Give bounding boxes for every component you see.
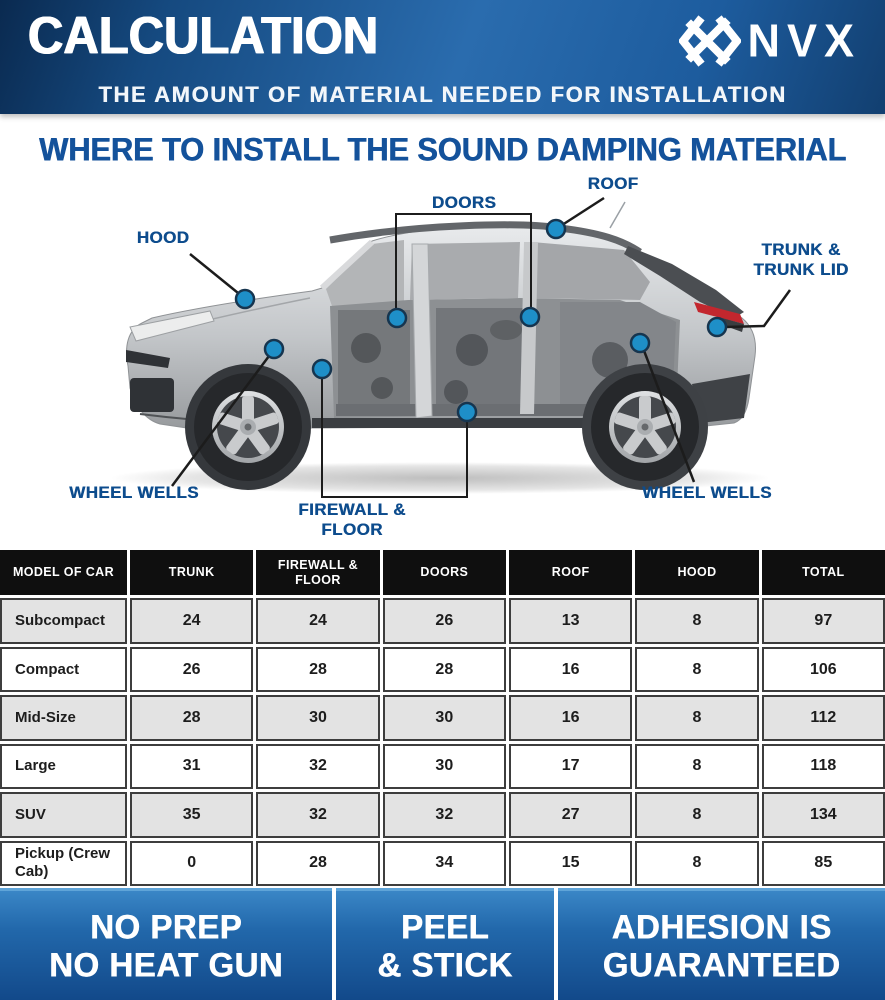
- front-wheel: [194, 373, 302, 481]
- table-row-model: Mid-Size: [0, 695, 127, 740]
- table-cell: 8: [635, 647, 758, 692]
- header-subtitle: THE AMOUNT OF MATERIAL NEEDED FOR INSTALLATION: [98, 82, 787, 107]
- callout-dot-trunk: [708, 318, 726, 336]
- callout-dot-front-wheel-well: [265, 340, 283, 358]
- b-pillar: [412, 244, 432, 418]
- car-diagram: [0, 160, 885, 550]
- table-cell: 35: [130, 792, 253, 837]
- callout-label-trunk: TRUNK & TRUNK LID: [753, 240, 849, 279]
- callout-label-doors: DOORS: [431, 193, 497, 212]
- table-cell: 26: [383, 598, 506, 643]
- table-cell: 112: [762, 695, 885, 740]
- table-cell: 8: [635, 598, 758, 643]
- table-row-model: Subcompact: [0, 598, 127, 643]
- table-cell: 30: [383, 744, 506, 789]
- table-cell: 34: [383, 841, 506, 886]
- callout-label-roof: ROOF: [587, 174, 639, 193]
- table-cell: 16: [509, 647, 632, 692]
- table-cell: 8: [635, 841, 758, 886]
- footer-panel-no-prep: NO PREP NO HEAT GUN: [0, 888, 332, 1000]
- table-cell: 30: [256, 695, 379, 740]
- table-cell: 16: [509, 695, 632, 740]
- table-cell: 15: [509, 841, 632, 886]
- table-header-doors: DOORS: [383, 550, 506, 595]
- material-table: [0, 550, 885, 886]
- callout-dot-roof: [547, 220, 565, 238]
- callout-label-firewall-floor: FIREWALL & FLOOR: [298, 500, 406, 539]
- table-header-total: TOTAL: [762, 550, 885, 595]
- footer-banner: [0, 888, 885, 1000]
- callout-dot-hood: [236, 290, 254, 308]
- table-cell: 118: [762, 744, 885, 789]
- callout-dot-rear-wheel-well: [631, 334, 649, 352]
- callout-dot-front-door: [388, 309, 406, 327]
- table-cell: 24: [256, 598, 379, 643]
- table-header-model: MODEL OF CAR: [0, 550, 127, 595]
- table-cell: 8: [635, 744, 758, 789]
- table-cell: 0: [130, 841, 253, 886]
- table-cell: 13: [509, 598, 632, 643]
- callout-label-wheel-wells-right: WHEEL WELLS: [642, 483, 772, 502]
- table-row-model: Large: [0, 744, 127, 789]
- table-row-model: Compact: [0, 647, 127, 692]
- table-cell: 17: [509, 744, 632, 789]
- nvx-logo-text: NVX: [747, 14, 861, 67]
- table-cell: 31: [130, 744, 253, 789]
- table-cell: 85: [762, 841, 885, 886]
- footer-panel-peel-stick: PEEL & STICK: [336, 888, 554, 1000]
- nvx-logo-mark-icon: [679, 15, 741, 67]
- callout-label-hood: HOOD: [136, 228, 190, 247]
- table-cell: 106: [762, 647, 885, 692]
- rear-wheel: [591, 373, 699, 481]
- table-cell: 97: [762, 598, 885, 643]
- callout-label-wheel-wells-left: WHEEL WELLS: [69, 483, 199, 502]
- table-row-model: Pickup (Crew Cab): [0, 841, 127, 886]
- header-banner: [0, 0, 885, 114]
- table-row-model: SUV: [0, 792, 127, 837]
- footer-panel-adhesion: ADHESION IS GUARANTEED: [558, 888, 885, 1000]
- callout-dot-rear-door: [521, 308, 539, 326]
- page-title: CALCULATION: [28, 7, 379, 66]
- table-cell: 32: [383, 792, 506, 837]
- nvx-logo: [679, 12, 861, 70]
- table-cell: 134: [762, 792, 885, 837]
- table-header-firewall: FIREWALL & FLOOR: [256, 550, 379, 595]
- table-cell: 28: [130, 695, 253, 740]
- table-cell: 28: [256, 647, 379, 692]
- section-title: WHERE TO INSTALL THE SOUND DAMPING MATERIAL: [38, 131, 847, 168]
- table-cell: 8: [635, 792, 758, 837]
- table-cell: 8: [635, 695, 758, 740]
- table-cell: 26: [130, 647, 253, 692]
- table-cell: 27: [509, 792, 632, 837]
- table-cell: 30: [383, 695, 506, 740]
- callout-dot-firewall: [313, 360, 331, 378]
- table-cell: 32: [256, 792, 379, 837]
- table-header-trunk: TRUNK: [130, 550, 253, 595]
- table-header-roof: ROOF: [509, 550, 632, 595]
- table-cell: 28: [256, 841, 379, 886]
- table-cell: 28: [383, 647, 506, 692]
- table-cell: 32: [256, 744, 379, 789]
- callout-dot-rocker-floor: [458, 403, 476, 421]
- table-header-hood: HOOD: [635, 550, 758, 595]
- table-cell: 24: [130, 598, 253, 643]
